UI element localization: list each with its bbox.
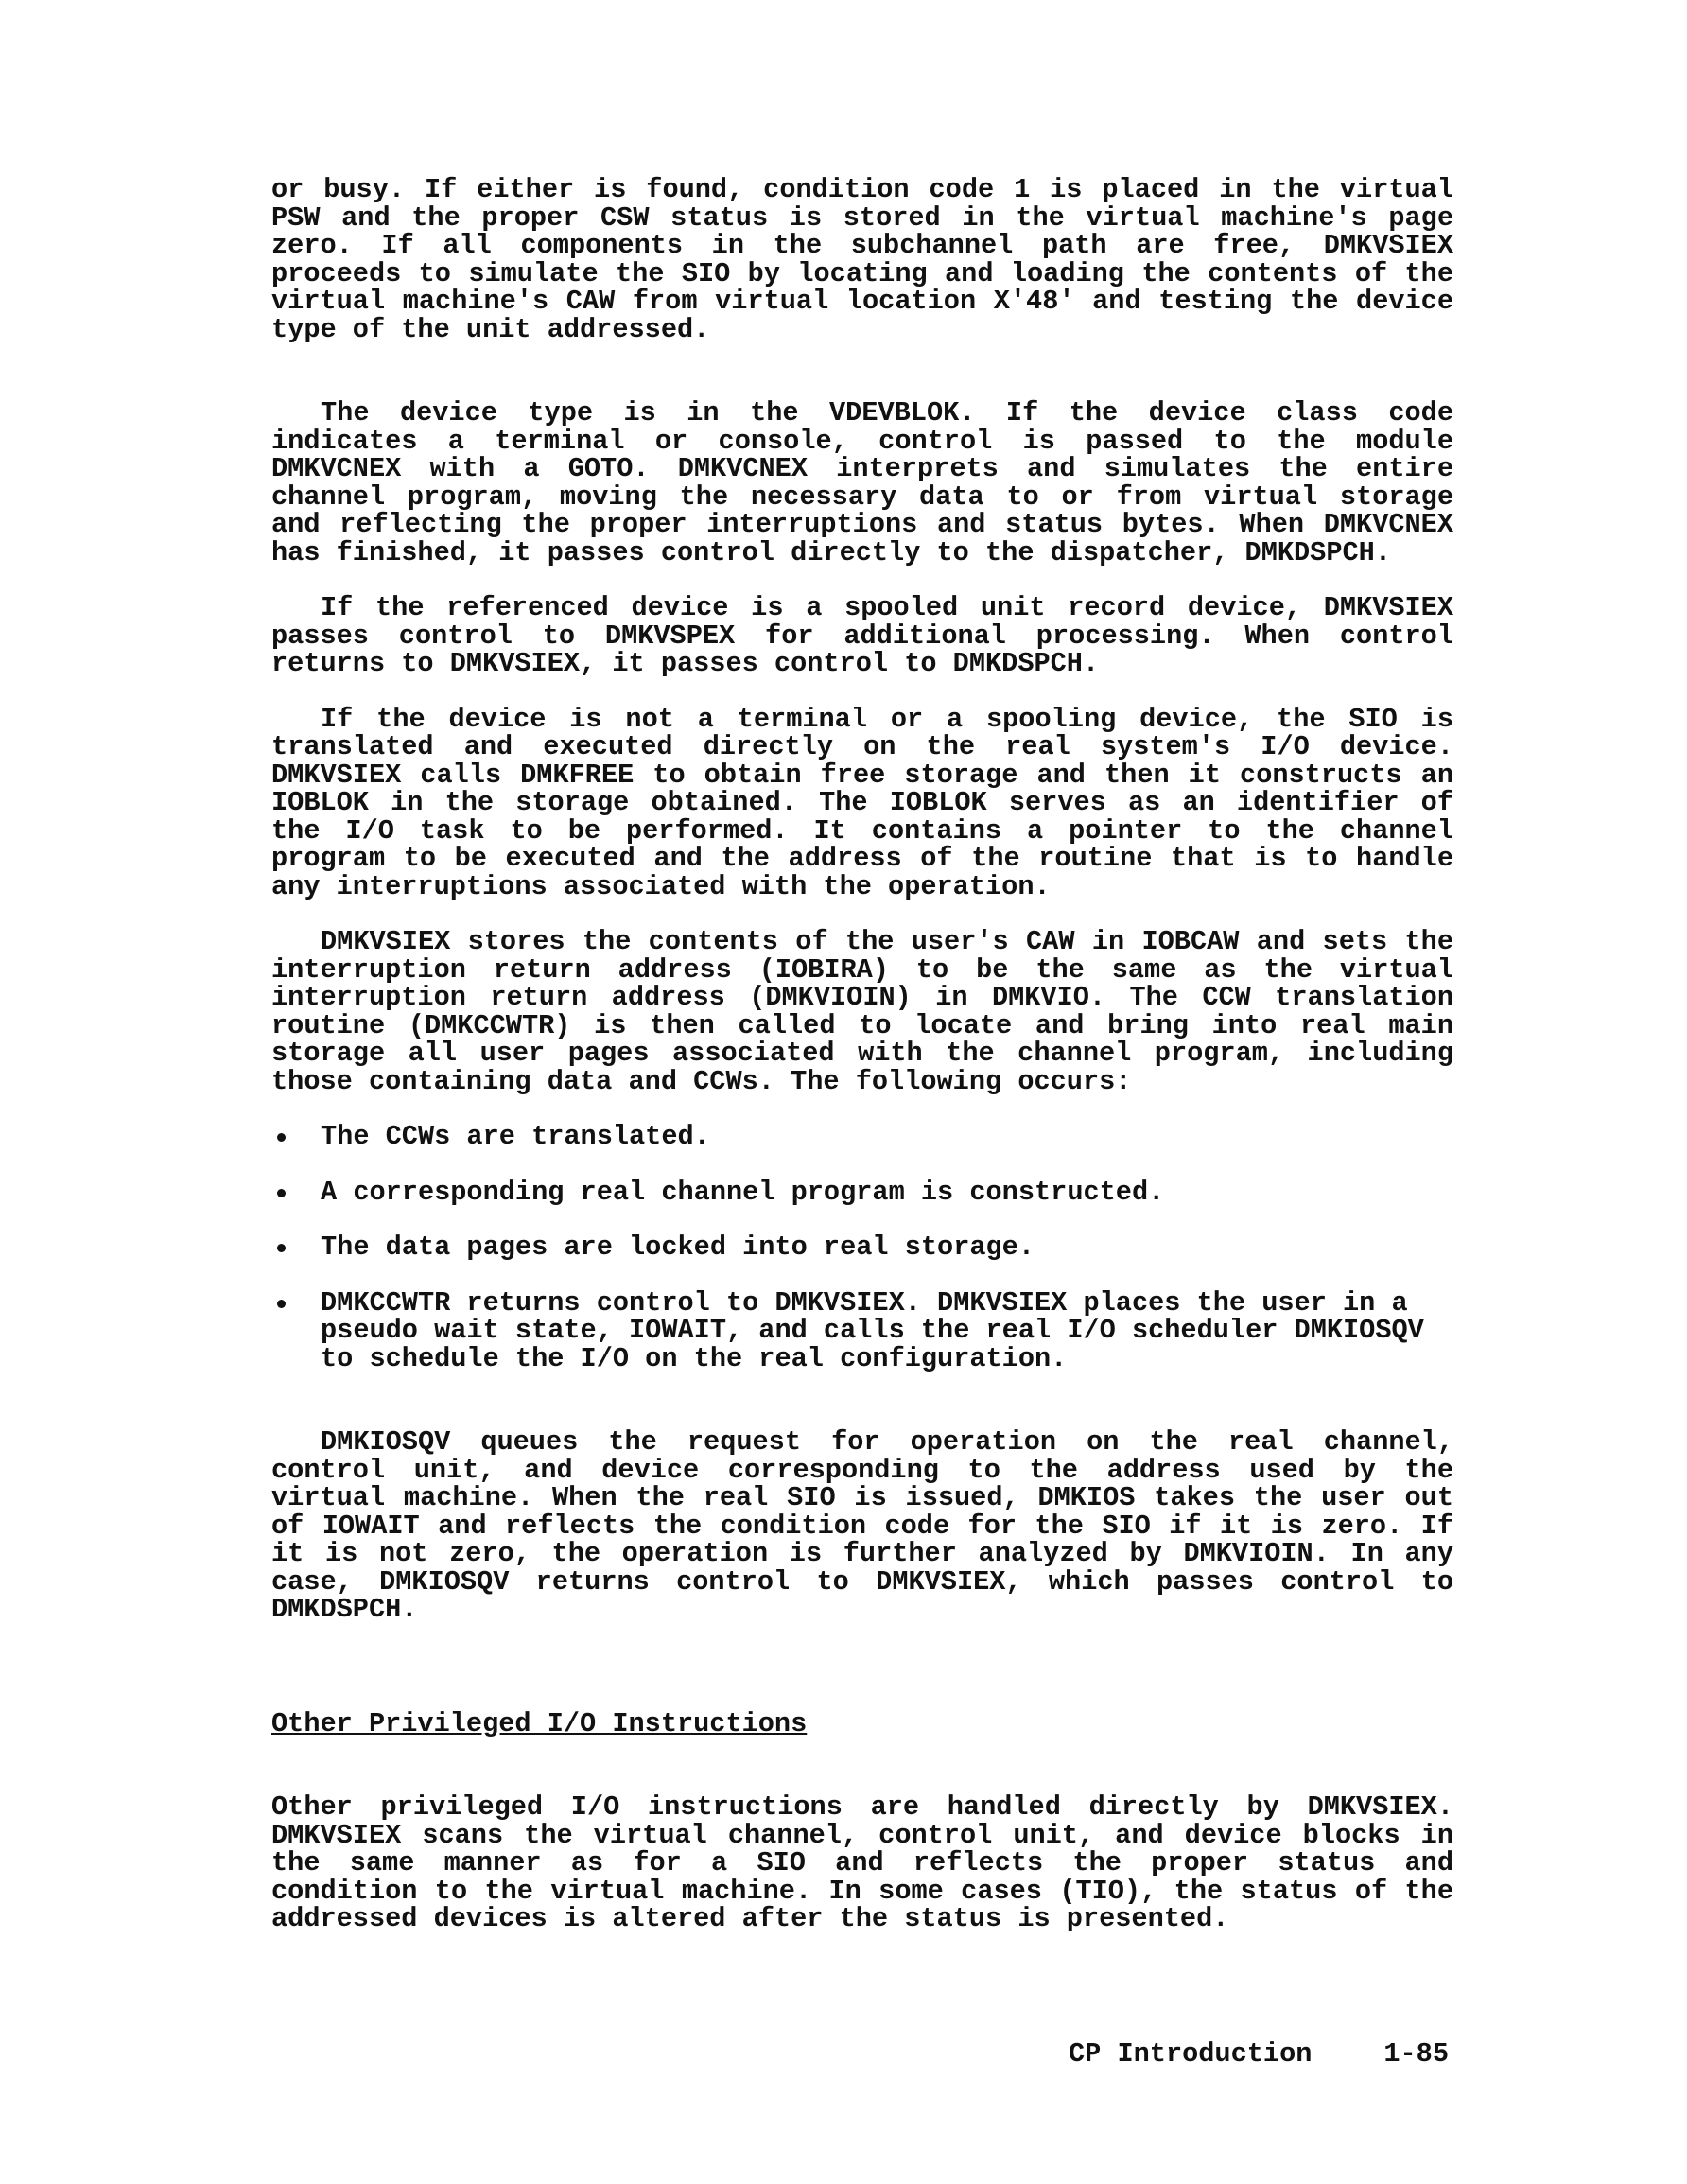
list-item — [271, 1286, 1453, 1374]
page-footer — [1069, 2038, 1449, 2070]
section-heading: Other Privileged I/O Instructions — [271, 1707, 808, 1739]
list-item — [271, 1123, 1453, 1151]
footer-page-number: 1-85 — [1383, 2038, 1449, 2070]
bullet-icon — [277, 1244, 286, 1252]
paragraph-device-type: The device type is in the VDEVBLOK. If the device class code indicates a terminal or console, control is passed to the module DMKVCNEX with a GOTO. DMKVCNEX interprets and simulates the entire channel program, moving the necessary data to or from virtual storage and reflecting the proper interruptions and status bytes. When DMKVCNEX has finished, it passes control directly to the dispatcher, DMKDSPCH. — [271, 397, 1470, 568]
list-item-text: The CCWs are translated. — [321, 1121, 710, 1152]
document-page — [271, 174, 1470, 1934]
paragraph-other-privileged: Other privileged I/O instructions are handled directly by DMKVSIEX. DMKVSIEX scans the virtual channel, control unit, and device blocks in the same manner as for a SIO and reflects the proper status and condition to the virtual machine. In some cases (TIO), the status of the addressed devices is altered after the status is presented. — [271, 1791, 1470, 1934]
list-item-text: DMKCCWTR returns control to DMKVSIEX. DMKVSIEX places the user in a pseudo wait state, IOWAIT, and calls the real I/O scheduler DMKIOSQV to schedule the I/O on the real configuration. — [321, 1286, 1424, 1374]
bullet-icon — [277, 1133, 286, 1142]
list-item — [271, 1233, 1453, 1262]
bullet-list — [271, 1123, 1453, 1372]
bullet-icon — [277, 1189, 286, 1197]
list-item — [271, 1176, 1453, 1208]
footer-section-title: CP Introduction — [1069, 2038, 1313, 2070]
paragraph-iosqv-queue: DMKIOSQV queues the request for operation on the real channel, control unit, and device corresponding to the address used by the virtual machine. When the real SIO is issued, DMKIOS takes the user out of IOWAIT and reflects the condition code for the SIO if it is zero. If it is not zero, the operation is further analyzed by DMKVIOIN. In any case, DMKIOSQV returns control to DMKVSIEX, which passes control to DMKDSPCH. — [271, 1426, 1470, 1625]
paragraph-caw-storage: DMKVSIEX stores the contents of the user's CAW in IOBCAW and sets the interruption return address (IOBIRA) to be the same as the virtual interruption return address (DMKVIOIN) in DMKVIO. The CCW translation routine (DMKCCWTR) is then called to locate and bring into real main storage all user pages associated with the channel program, including those containing data and CCWs. The following occurs: — [271, 926, 1470, 1097]
list-item-text: The data pages are locked into real storage. — [321, 1232, 1035, 1263]
paragraph-real-device: If the device is not a terminal or a spooling device, the SIO is translated and executed directly on the real system's I/O device. DMKVSIEX calls DMKFREE to obtain free storage and then it constructs an IOBLOK in the storage obtained. The IOBLOK serves as an identifier of the I/O task to be performed. It contains a pointer to the channel program to be executed and the address of the routine that is to handle any interruptions associated with the operation. — [271, 703, 1470, 902]
paragraph-spooled-device: If the referenced device is a spooled unit record device, DMKVSIEX passes control to DMKVSPEX for additional processing. When control returns to DMKVSIEX, it passes control to DMKDSPCH. — [271, 592, 1470, 679]
list-item-text: A corresponding real channel program is constructed. — [321, 1176, 1165, 1208]
bullet-icon — [277, 1300, 286, 1308]
paragraph-subchannel-status: or busy. If either is found, condition code 1 is placed in the virtual PSW and the proper CSW status is stored in the virtual machine's page zero. If all components in the subchannel path are free, DMKVSIEX proceeds to simulate the SIO by locating and loading the contents of the virtual machine's CAW from virtual location X'48' and testing the device type of the unit addressed. — [271, 174, 1470, 345]
